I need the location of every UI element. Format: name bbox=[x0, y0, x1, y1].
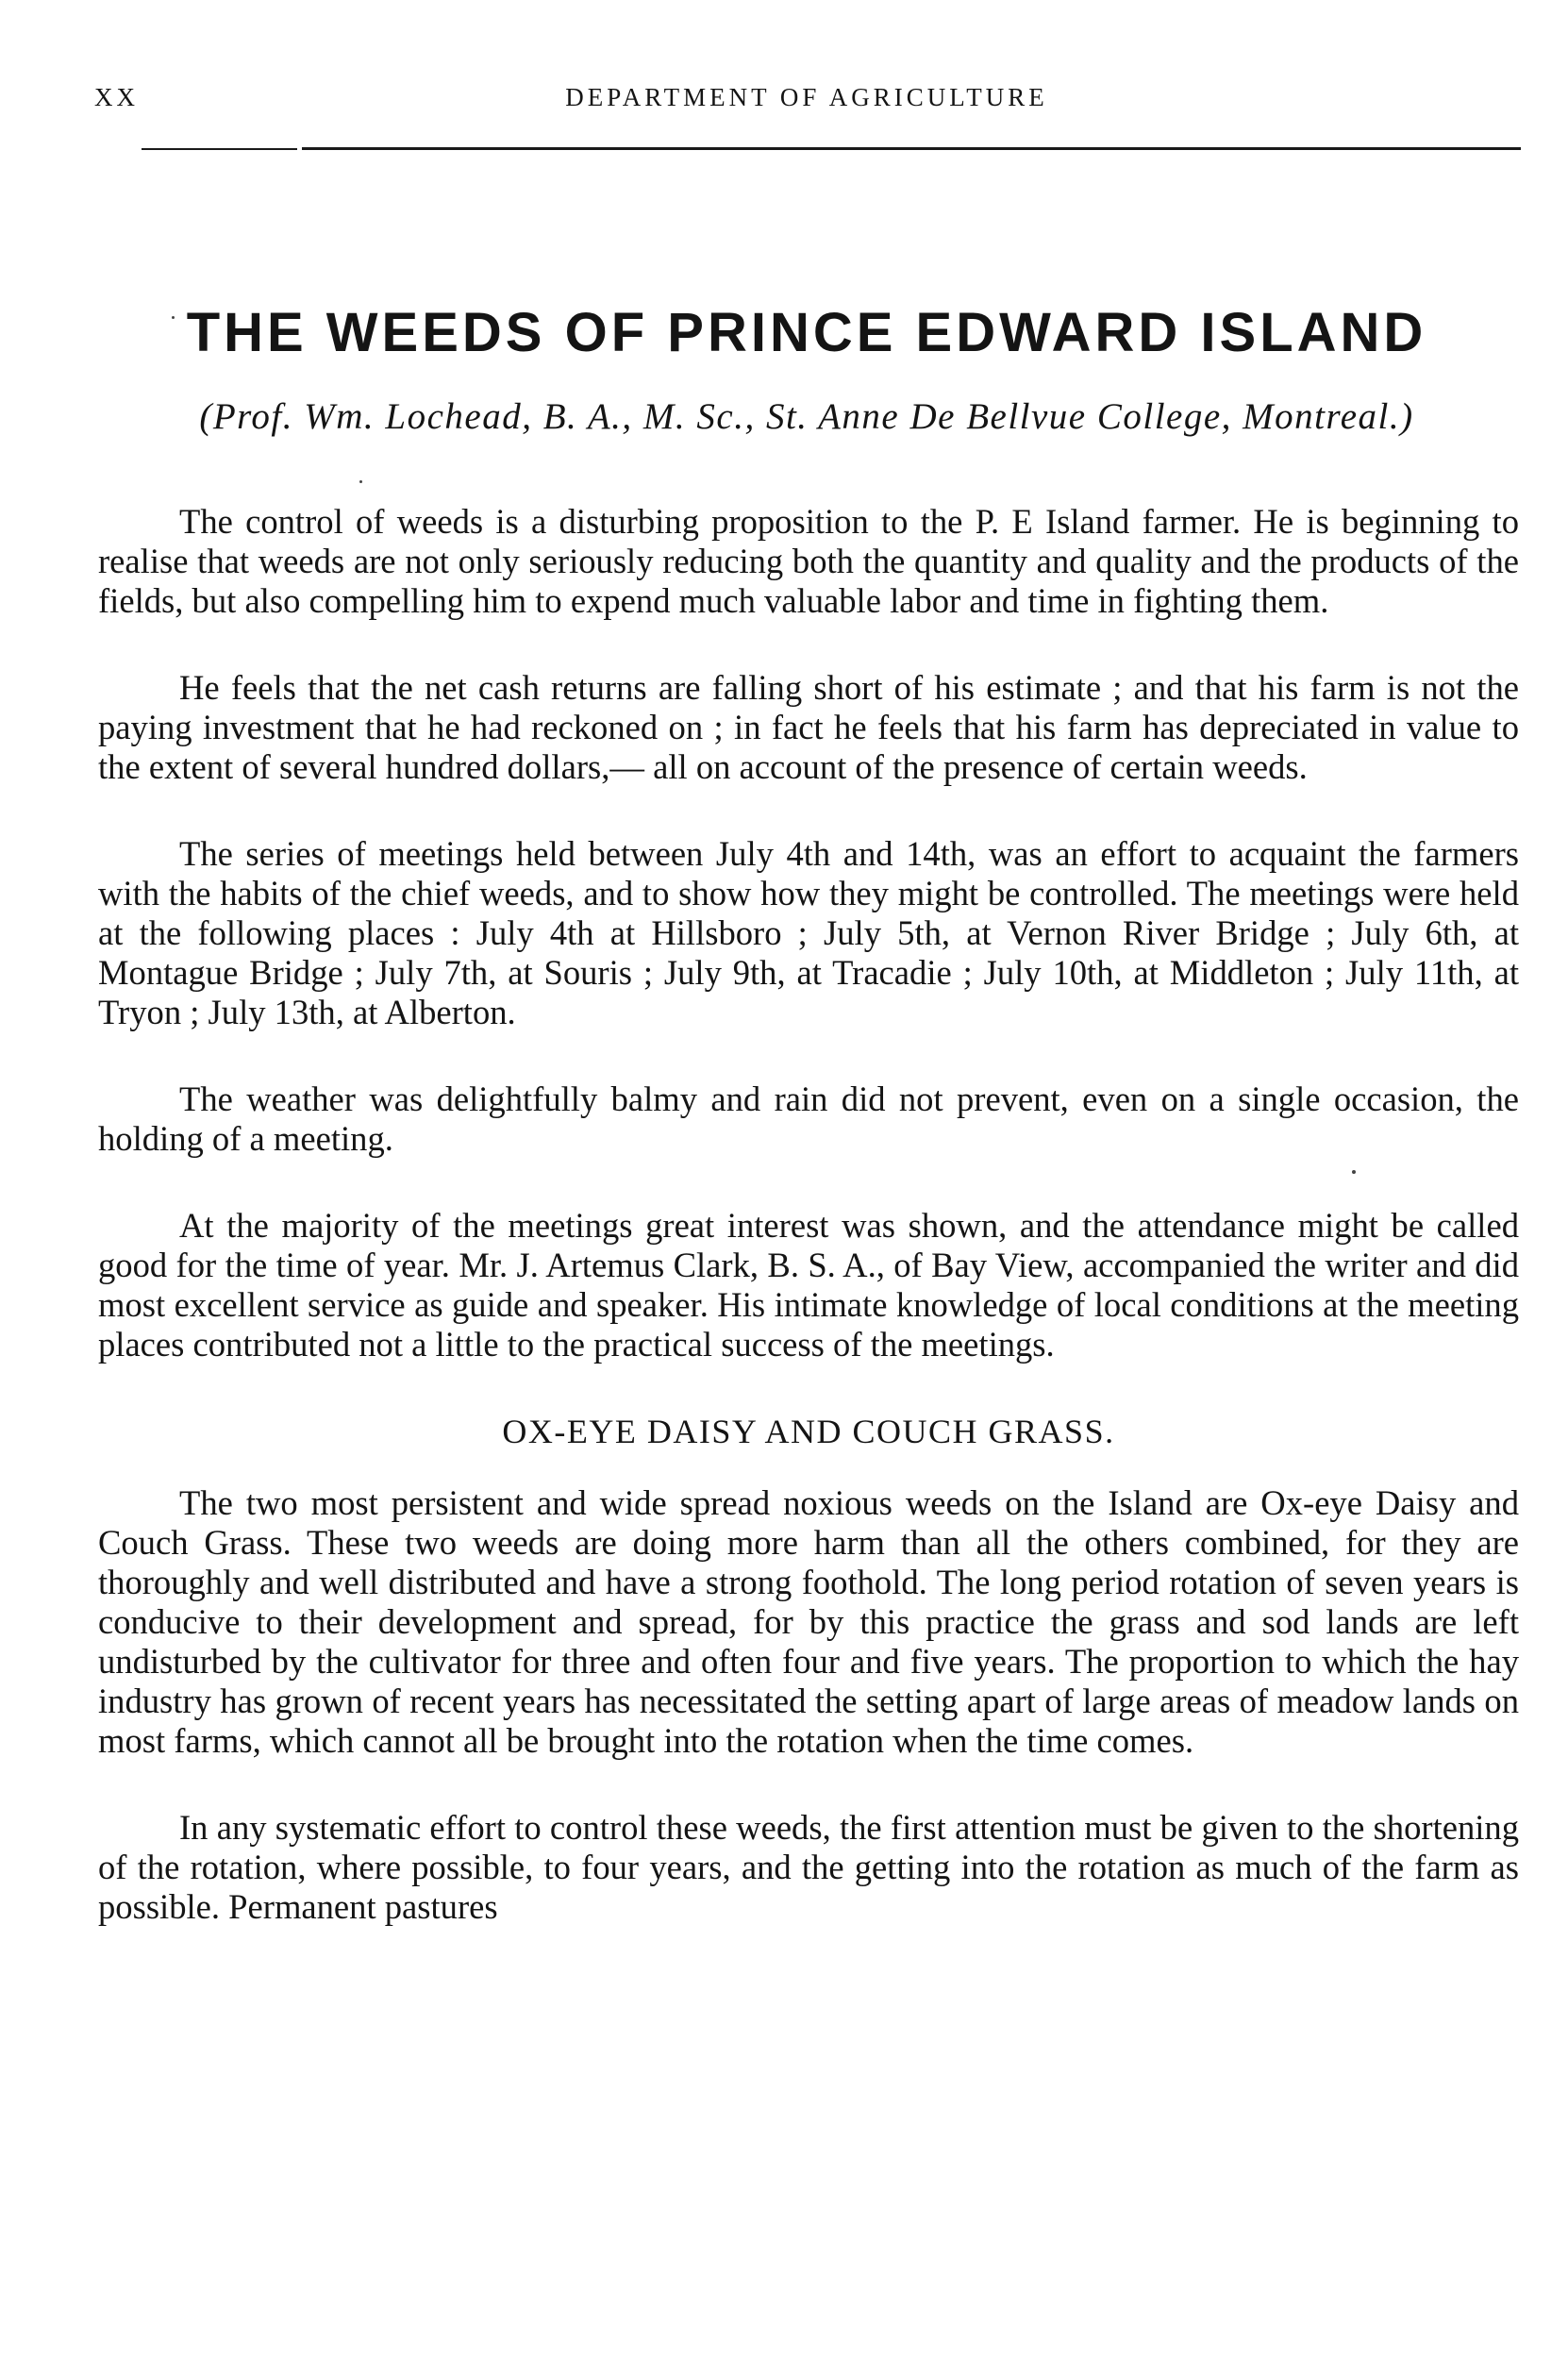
article-title: THE WEEDS OF PRINCE EDWARD ISLAND bbox=[186, 302, 1427, 363]
article-body bbox=[98, 502, 1519, 1974]
paragraph: The control of weeds is a disturbing proposition to the P. E Island farmer. He is beginning to realise that weeds are not only seriously reducing both the quantity and quality and the products of the fields, but also compelling him to expend much valuable labor and time in fighting them. bbox=[98, 502, 1519, 620]
paragraph: He feels that the net cash returns are falling short of his estimate ; and that his farm is not the paying investment that he had reckoned on ; in fact he feels that his farm has depreciated in value to the extent of several hundred dollars,— all on account of the presence of certain weeds. bbox=[98, 668, 1519, 786]
running-head bbox=[94, 83, 1519, 121]
paragraph: At the majority of the meetings great interest was shown, and the attendance might be called good for the time of year. Mr. J. Artemus Clark, B. S. A., of Bay View, accompanied the writer and did most excellent service as guide and speaker. His intimate knowledge of local conditions at the meeting places contributed not a little to the practical success of the meetings. bbox=[98, 1206, 1519, 1364]
section-heading: OX-EYE DAISY AND COUCH GRASS. bbox=[502, 1413, 1115, 1450]
paragraph: In any systematic effort to control these weeds, the first attention must be given to the shortening of the rotation, where possible, to four years, and the getting into the rotation as much of the farm as possible. Permanent pastures bbox=[98, 1808, 1519, 1926]
paragraph: The two most persistent and wide spread noxious weeds on the Island are Ox-eye Daisy and Couch Grass. These two weeds are doing more harm than all the others combined, for they are thoroughly and well distributed and have a strong foothold. The long period rotation of seven years is conducive to their development and spread, for by this practice the grass and sod lands are left undisturbed by the cultivator for three and often four and five years. The proportion to which the hay industry has grown of recent years has necessitated the setting apart of large areas of meadow lands on most farms, which cannot all be brought into the rotation when the time comes. bbox=[98, 1483, 1519, 1760]
article-byline: (Prof. Wm. Lochead, B. A., M. Sc., St. Anne De Bellvue College, Montreal.) bbox=[199, 396, 1414, 437]
running-head-title: DEPARTMENT OF AGRICULTURE bbox=[565, 83, 1048, 111]
header-rule-short bbox=[142, 148, 297, 150]
paragraph: The weather was delightfully balmy and rain did not prevent, even on a single occasion, the holding of a meeting. bbox=[98, 1080, 1519, 1158]
page-number: XX bbox=[94, 83, 139, 111]
header-rule bbox=[302, 147, 1521, 150]
print-speck bbox=[359, 480, 362, 483]
print-speck bbox=[1352, 1170, 1356, 1174]
paragraph: The series of meetings held between July 4th and 14th, was an effort to acquaint the farmers with the habits of the chief weeds, and to show how they might be controlled. The meetings were held at the following places : July 4th at Hillsboro ; July 5th, at Vernon River Bridge ; July 6th, at Montague Bridge ; July 7th, at Souris ; July 9th, at Tracadie ; July 10th, at Middleton ; July 11th, at Tryon ; July 13th, at Alberton. bbox=[98, 834, 1519, 1031]
print-speck bbox=[172, 316, 175, 319]
